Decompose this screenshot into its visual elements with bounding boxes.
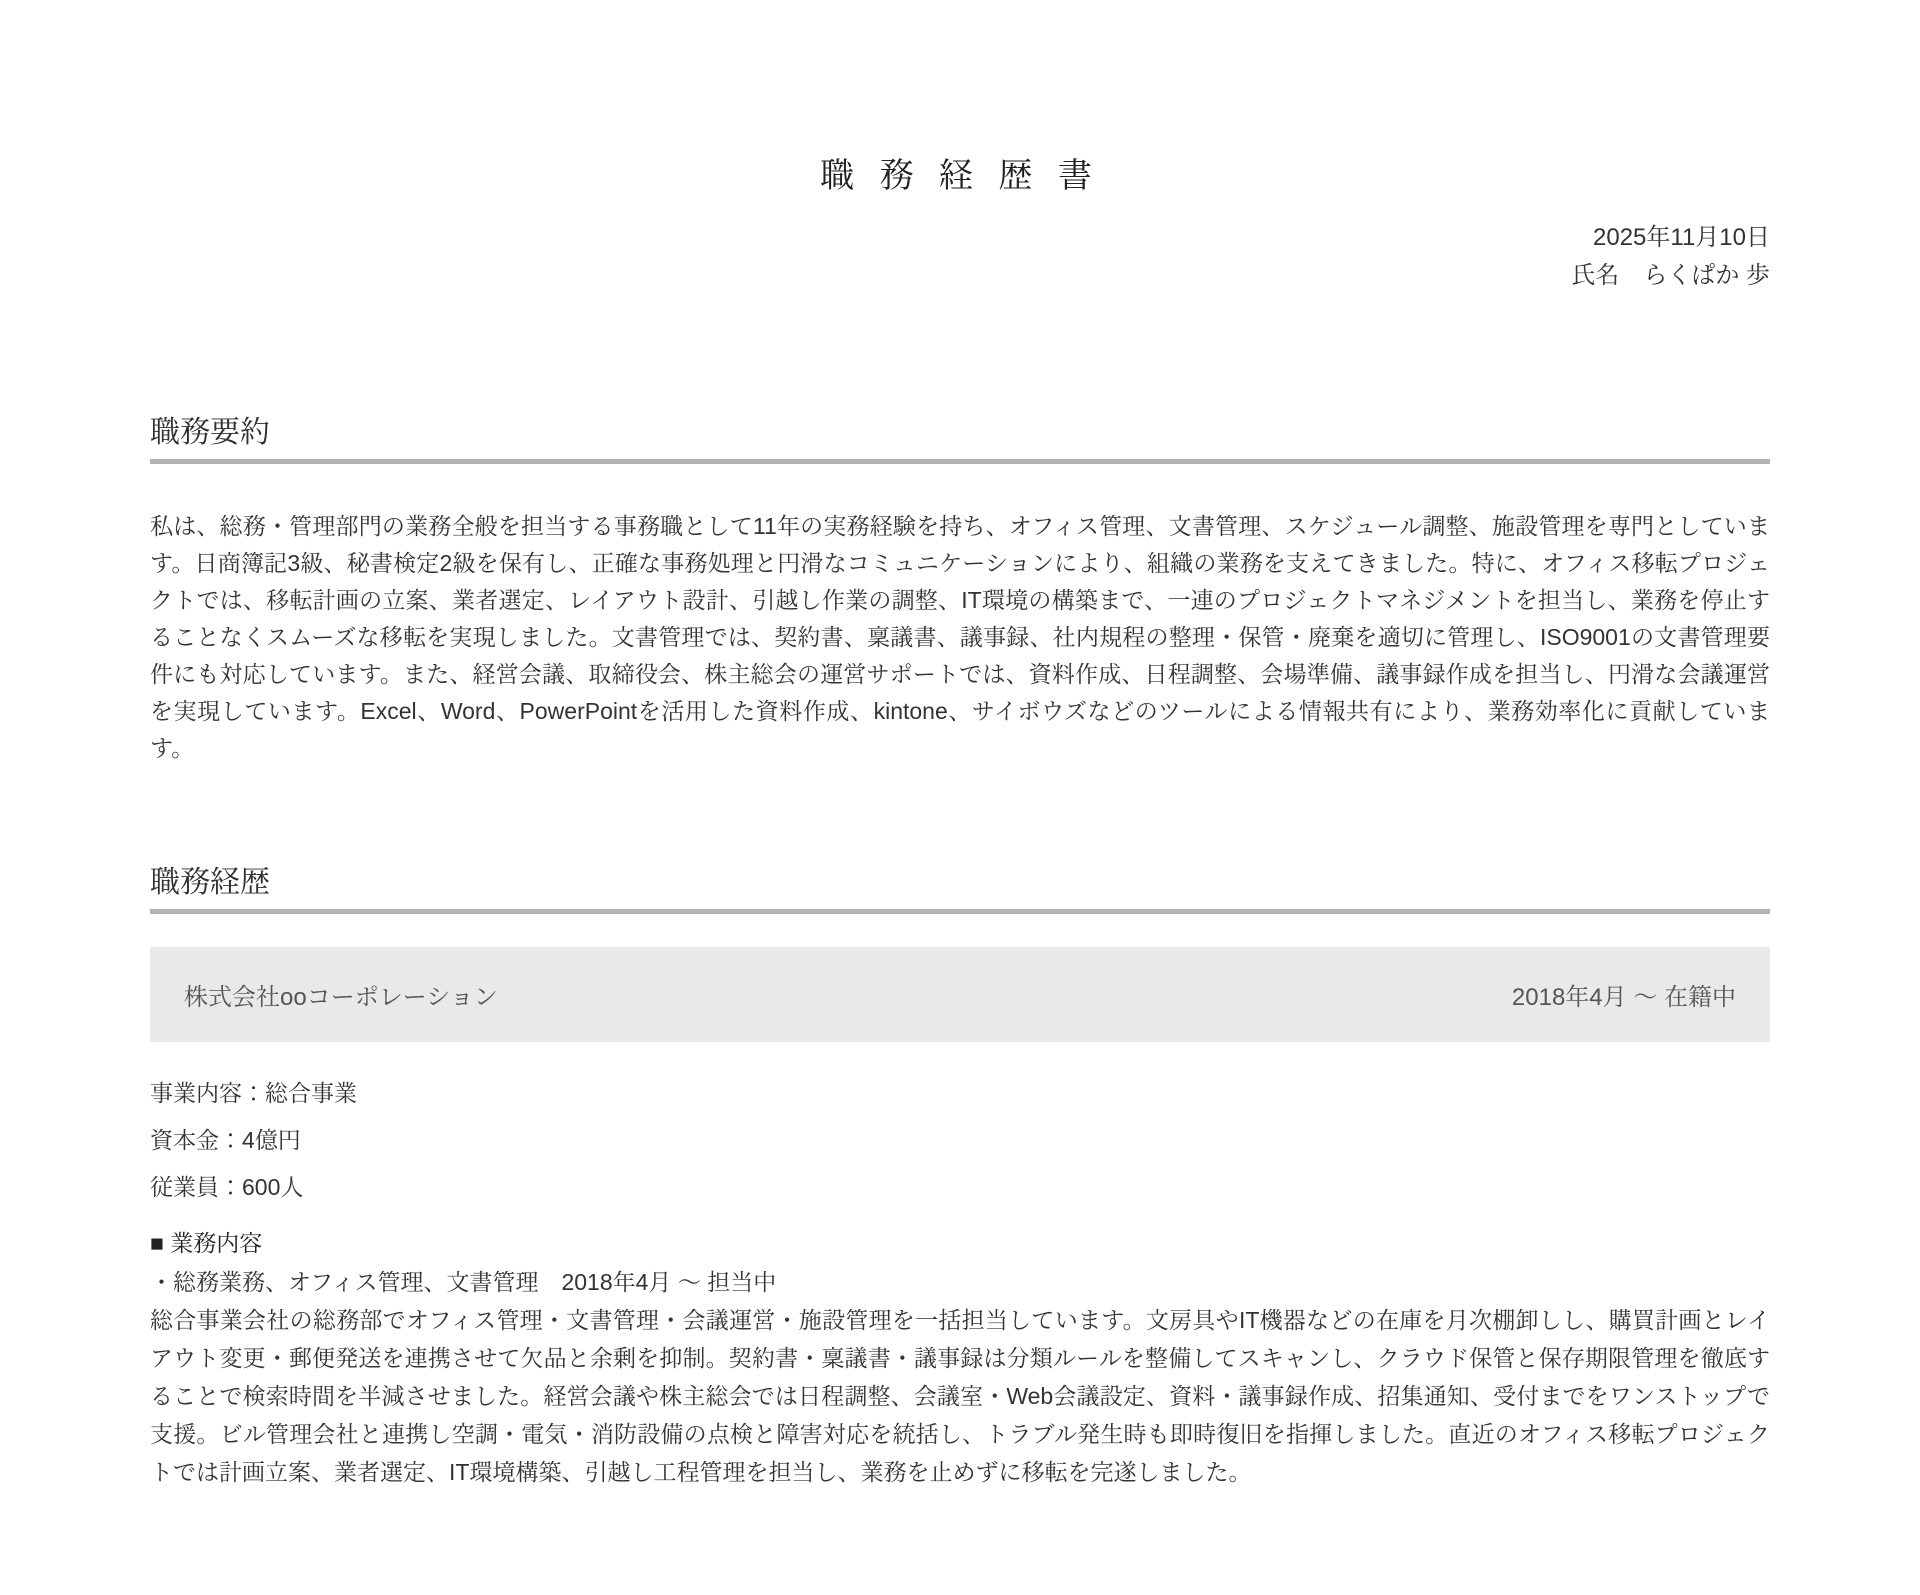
applicant-name: 氏名 らくぱか 歩 [1571, 262, 1770, 289]
document-date: 2025年11月10日 [1593, 224, 1770, 251]
company-name: 株式会社ooコーポレーション [184, 984, 498, 1011]
history-heading-rule [150, 909, 1770, 914]
role-period-line: ・総務業務、オフィス管理、文書管理 2018年4月 ～ 担当中 [150, 1269, 777, 1295]
company-header-row [150, 947, 1770, 1042]
duties-heading: ■ 業務内容 [150, 1230, 263, 1256]
history-section-heading: 職務経歴 [150, 866, 270, 899]
company-details [150, 1070, 1770, 1211]
company-capital-line: 資本金：4億円 [150, 1127, 301, 1153]
header-meta [150, 219, 1770, 295]
company-employees-line: 従業員：600人 [150, 1174, 304, 1200]
summary-section-heading: 職務要約 [150, 416, 270, 449]
role-description: 総合事業会社の総務部でオフィス管理・文書管理・会議運営・施設管理を一括担当しています。文房具やIT機器などの在庫を月次棚卸しし、購買計画とレイアウト変更・郵便発送を連携させて欠品と余剰を抑制。契約書・稟議書・議事録は分類ルールを整備してスキャンし、クラウド保管と保存期限管理を徹底することで検索時間を半減させました。経営会議や株主総会では日程調整、会議室・Web会議設定、資料・議事録作成、招集通知、受付までをワンストップで支援。ビル管理会社と連携し空調・電気・消防設備の点検と障害対応を統括し、トラブル発生時も即時復旧を指揮しました。直近のオフィス移転プロジェクトでは計画立案、業者選定、IT環境構築、引越し工程管理を担当し、業務を止めずに移転を完遂しました。 [150, 1307, 1770, 1485]
summary-heading-rule [150, 459, 1770, 464]
summary-body: 私は、総務・管理部門の業務全般を担当する事務職として11年の実務経験を持ち、オフィス管理、文書管理、スケジュール調整、施設管理を専門としています。日商簿記3級、秘書検定2級を保有し、正確な事務処理と円滑なコミュニケーションにより、組織の業務を支えてきました。特に、オフィス移転プロジェクトでは、移転計画の立案、業者選定、レイアウト設計、引越し作業の調整、IT環境の構築まで、一連のプロジェクトマネジメントを担当し、業務を停止することなくスムーズな移転を実現しました。文書管理では、契約書、稟議書、議事録、社内規程の整理・保管・廃棄を適切に管理し、ISO9001の文書管理要件にも対応しています。また、経営会議、取締役会、株主総会の運営サポートでは、資料作成、日程調整、会場準備、議事録作成を担当し、円滑な会議運営を実現しています。Excel、Word、PowerPointを活用した資料作成、kintone、サイボウズなどのツールによる情報共有により、業務効率化に貢献しています。 [150, 513, 1770, 761]
company-business-line: 事業内容：総合事業 [150, 1080, 357, 1106]
document-title: 職 務 経 歴 書 [820, 157, 1100, 195]
employment-period: 2018年4月 ～ 在籍中 [1511, 984, 1736, 1011]
